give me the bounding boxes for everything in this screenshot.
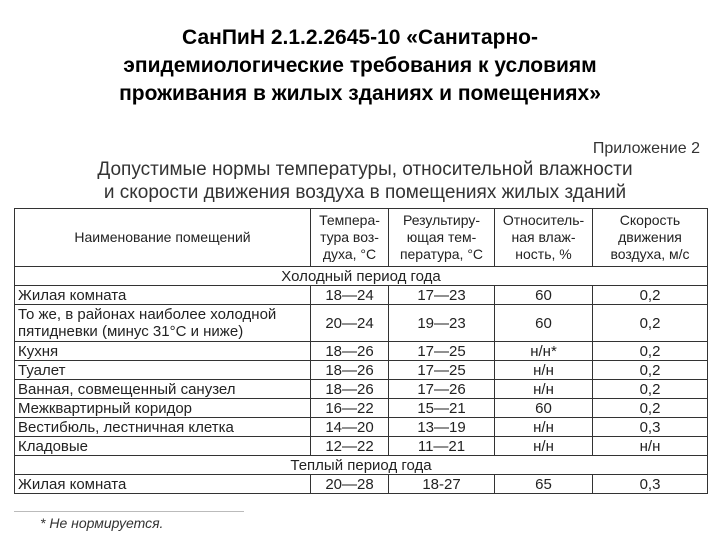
resulting-temperature-cell: 17—25 [389,342,495,361]
resulting-temperature-cell: 19—23 [389,305,495,342]
column-header-line: воздуха, м/с [610,246,690,262]
column-header-line: ющая тем- [406,229,477,245]
column-header-line: Относитель- [502,212,585,228]
resulting-temperature-cell: 11—21 [389,437,495,456]
temperature-cell: 18—26 [311,361,389,380]
section-row [15,456,708,475]
table-row [15,342,708,361]
room-name-line: Жилая комната [18,286,127,304]
table-header [15,209,708,267]
column-header-line: Наименование помещений [74,229,251,245]
column-header-line: тура воз- [320,229,379,245]
humidity-cell: 60 [495,305,593,342]
appendix-label: Приложение 2 [592,140,700,157]
room-name-line: Туалет [18,361,66,379]
temperature-cell: 20—28 [311,475,389,494]
room-name-cell [15,361,311,380]
resulting-temperature-cell: 15—21 [389,399,495,418]
footnote-divider [14,511,244,512]
resulting-temperature-cell: 17—26 [389,380,495,399]
footnote: * Не нормируется. [40,515,164,531]
column-header [495,209,593,267]
air-speed-cell: 0,2 [593,380,708,399]
column-header-line: духа, °С [322,246,377,262]
document-title [60,24,660,108]
caption-line: Допустимые нормы температуры, относительной влажности [97,159,633,180]
room-name-cell [15,399,311,418]
section-row [15,267,708,286]
room-name-line: Кухня [18,342,59,360]
table-row [15,361,708,380]
humidity-cell: н/н [495,418,593,437]
humidity-cell: 65 [495,475,593,494]
temperature-cell: 14—20 [311,418,389,437]
temperature-cell: 20—24 [311,305,389,342]
table-row [15,380,708,399]
room-name-cell [15,342,311,361]
humidity-cell: 60 [495,399,593,418]
air-speed-cell: 0,2 [593,342,708,361]
temperature-cell: 12—22 [311,437,389,456]
column-header-line: ная влаж- [511,229,576,245]
room-name-line: пятидневки (минус 31°С и ниже) [18,323,244,340]
column-header [311,209,389,267]
table-body [15,267,708,494]
temperature-cell: 18—24 [311,286,389,305]
table-row [15,286,708,305]
air-speed-cell: н/н [593,437,708,456]
room-name-line: Ванная, совмещенный санузел [18,380,236,398]
temperature-cell: 16—22 [311,399,389,418]
room-name-line: Межквартирный коридор [18,399,193,417]
table-row [15,305,708,342]
table-row [15,475,708,494]
column-header-line: пература, °С [399,246,484,262]
column-header-line: Темпера- [319,212,380,228]
table-caption [30,158,700,204]
title-line: СанПиН 2.1.2.2645-10 «Санитарно- [182,26,538,49]
table-row [15,437,708,456]
room-name-line: Вестибюль, лестничная клетка [18,418,234,436]
column-header-line: ность, % [515,246,572,262]
section-heading: Теплый период года [15,456,708,475]
header-row [15,209,708,267]
resulting-temperature-cell: 13—19 [389,418,495,437]
column-header-line: Скорость [619,212,681,228]
title-line: эпидемиологические требования к условиям [123,54,597,77]
temperature-cell: 18—26 [311,380,389,399]
caption-line: и скорости движения воздуха в помещениях жилых зданий [103,182,627,203]
air-speed-cell: 0,3 [593,475,708,494]
room-name-line: Жилая комната [18,475,127,493]
temperature-cell: 18—26 [311,342,389,361]
column-header-line: движения [618,229,682,245]
resulting-temperature-cell: 17—25 [389,361,495,380]
resulting-temperature-cell: 17—23 [389,286,495,305]
column-header-line: Результиру- [402,212,481,228]
column-header [389,209,495,267]
room-name-cell [15,418,311,437]
table-row [15,399,708,418]
room-name-line: То же, в районах наиболее холодной [18,306,277,323]
humidity-cell: н/н [495,361,593,380]
column-header [593,209,708,267]
title-line: проживания в жилых зданиях и помещениях» [119,82,601,105]
humidity-cell: н/н* [495,342,593,361]
room-name-cell [15,286,311,305]
room-name-line: Кладовые [18,437,89,455]
humidity-cell: н/н [495,380,593,399]
room-name-cell [15,380,311,399]
air-speed-cell: 0,2 [593,399,708,418]
resulting-temperature-cell: 18-27 [389,475,495,494]
air-speed-cell: 0,2 [593,305,708,342]
room-name-cell [15,305,311,342]
table-row [15,418,708,437]
norms-table [14,208,708,494]
air-speed-cell: 0,2 [593,286,708,305]
air-speed-cell: 0,3 [593,418,708,437]
humidity-cell: 60 [495,286,593,305]
room-name-cell [15,437,311,456]
room-name-cell [15,475,311,494]
air-speed-cell: 0,2 [593,361,708,380]
section-heading: Холодный период года [15,267,708,286]
column-header [15,209,311,267]
humidity-cell: н/н [495,437,593,456]
